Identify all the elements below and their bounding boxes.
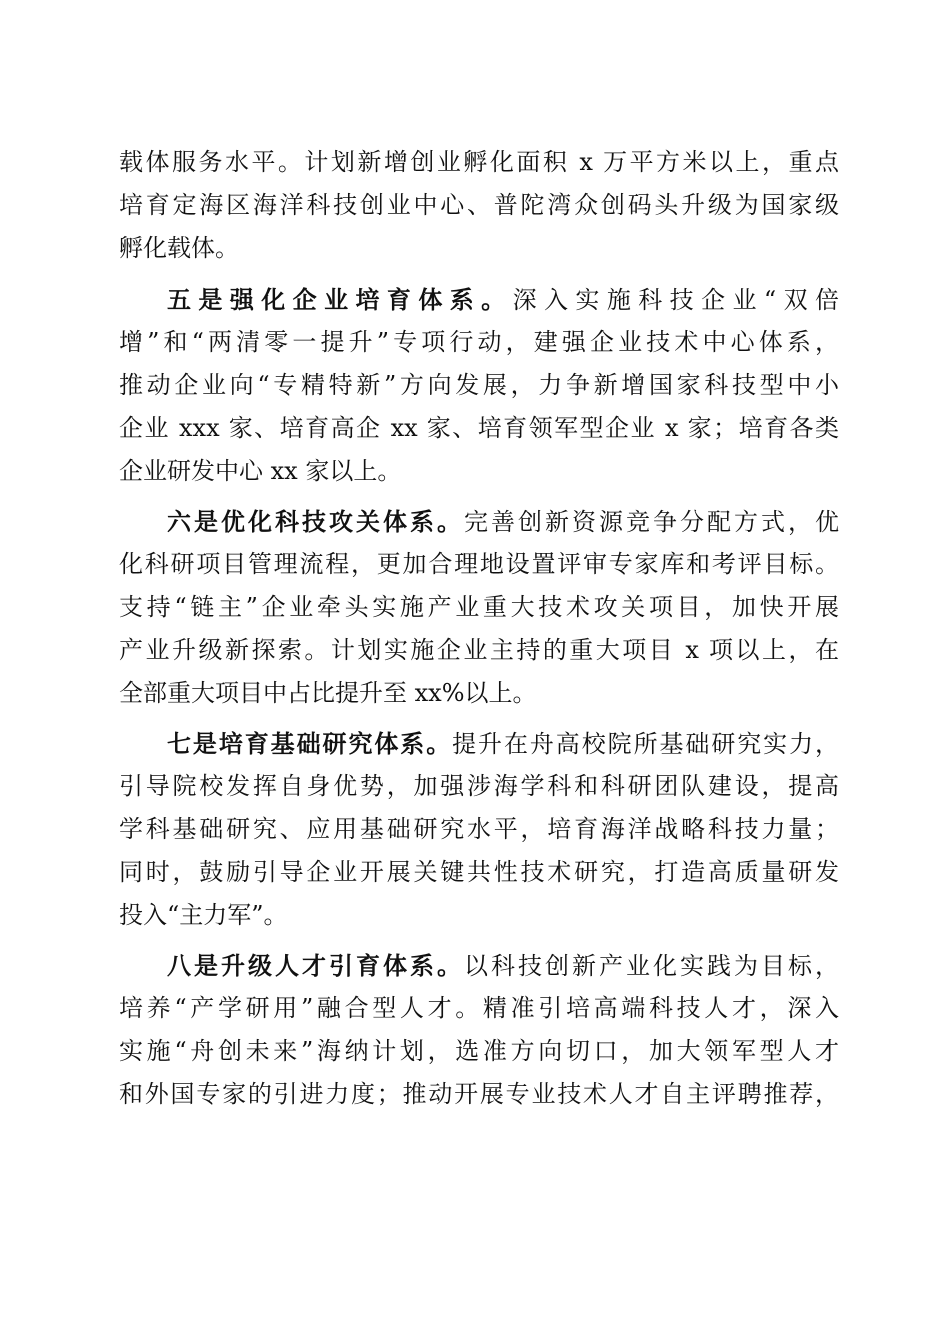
text-line: 推动企业向“专精特新”方向发展，力争新增国家科技型中小: [119, 371, 839, 399]
text-line: 支持“链主”企业牵头实施产业重大技术攻关项目，加快开展: [119, 593, 839, 621]
paragraph-lead: 五是强化企业培育体系。: [167, 285, 513, 314]
text-line: 培养“产学研用”融合型人才。精准引培高端科技人才，深入: [119, 994, 839, 1022]
paragraph-basic-research: [119, 722, 839, 937]
text-line-first: [119, 278, 839, 321]
text-segment: 完善创新资源竞争分配方式，优: [464, 508, 839, 536]
text-line: 孵化载体。: [119, 234, 239, 262]
text-line-first: [119, 500, 839, 543]
text-line: 实施“舟创未来”海纳计划，选准方向切口，加大领军型人才: [119, 1037, 839, 1065]
text-line: 企业 xxx 家、培育高企 xx 家、培育领军型企业 x 家；培育各类: [119, 414, 839, 442]
text-segment: 以科技创新产业化实践为目标，: [464, 952, 839, 980]
text-segment: 深入实施科技企业“双倍: [512, 286, 839, 314]
text-segment: 提升在舟高校院所基础研究实力，: [452, 730, 840, 758]
text-line: 投入“主力军”。: [119, 901, 288, 929]
paragraph-lead: 六是优化科技攻关体系。: [167, 507, 464, 536]
text-line: 学科基础研究、应用基础研究水平，培育海洋战略科技力量；: [119, 815, 839, 843]
text-line: 同时，鼓励引导企业开展关键共性技术研究，打造高质量研发: [119, 858, 839, 886]
paragraph-lead: 八是升级人才引育体系。: [167, 951, 464, 980]
paragraph-enterprise-cultivation: [119, 278, 839, 493]
text-line-first: [119, 722, 839, 765]
text-line-first: [119, 944, 839, 987]
text-line: 企业研发中心 xx 家以上。: [119, 457, 402, 485]
text-line: 产业升级新探索。计划实施企业主持的重大项目 x 项以上，在: [119, 636, 839, 664]
text-line: 培育定海区海洋科技创业中心、普陀湾众创码头升级为国家级: [119, 191, 839, 219]
paragraph-carrier-service: [119, 141, 839, 270]
text-line: 和外国专家的引进力度；推动开展专业技术人才自主评聘推荐，: [119, 1080, 839, 1108]
text-line: 增”和“两清零一提升”专项行动，建强企业技术中心体系，: [119, 328, 839, 356]
paragraph-lead: 七是培育基础研究体系。: [167, 729, 453, 758]
text-line: 全部重大项目中占比提升至 xx%以上。: [119, 679, 537, 707]
paragraph-tech-research: [119, 500, 839, 715]
paragraph-talent-cultivation: [119, 944, 839, 1116]
text-line: 化科研项目管理流程，更加合理地设置评审专家库和考评目标。: [119, 550, 839, 578]
text-line: 引导院校发挥自身优势，加强涉海学科和科研团队建设，提高: [119, 772, 839, 800]
text-line: 载体服务水平。计划新增创业孵化面积 x 万平方米以上，重点: [119, 148, 839, 176]
